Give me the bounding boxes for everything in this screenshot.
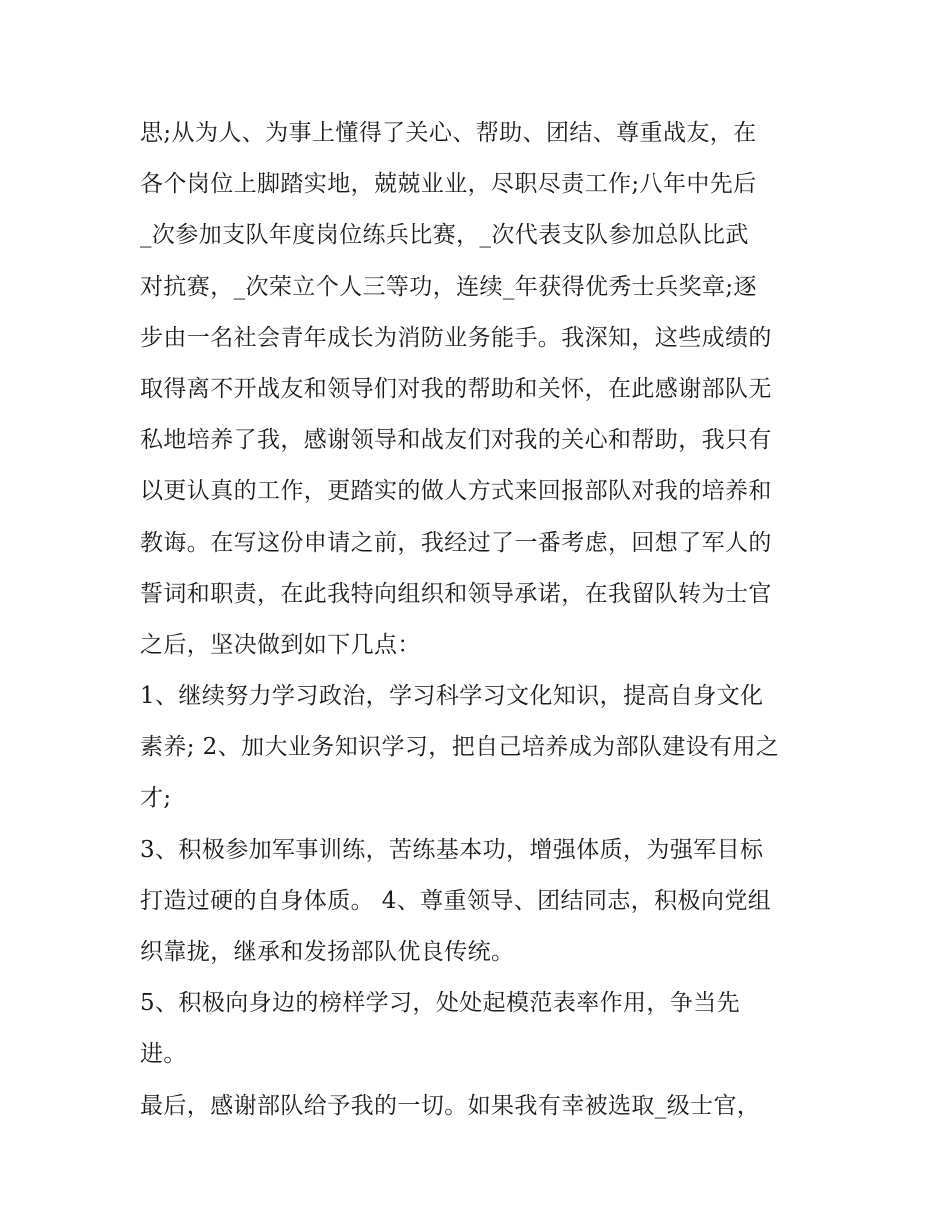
text-line: 誓词和职责，在此我特向组织和领导承诺，在我留队转为士官 [140,580,772,607]
list-item: 进。 [140,1041,187,1068]
document-body [140,108,820,1132]
text-line: 对抗赛，_次荣立个人三等功，连续_年获得优秀士兵奖章;逐 [140,273,757,300]
text-line: 最后，感谢部队给予我的一切。如果我有幸被选取_级士官， [140,1092,761,1119]
text-line: 之后，坚决做到如下几点： [140,631,421,658]
text-line: 各个岗位上脚踏实地，兢兢业业，尽职尽责工作;八年中先后 [140,171,757,198]
list-item: 才; [140,785,172,812]
list-item: 5、积极向身边的榜样学习，处处起模范表率作用，争当先 [140,990,741,1017]
text-line: 取得离不开战友和领导们对我的帮助和关怀，在此感谢部队无 [140,375,772,402]
list-item: 素养; 2、加大业务知识学习，把自己培养成为部队建设有用之 [140,734,780,761]
list-item: 1、继续努力学习政治，学习科学习文化知识，提高自身文化 [140,683,764,710]
text-line: 教诲。在写这份申请之前，我经过了一番考虑，回想了军人的 [140,529,772,556]
text-line: 步由一名社会青年成长为消防业务能手。我深知，这些成绩的 [140,324,772,351]
text-line: 以更认真的工作，更踏实的做人方式来回报部队对我的培养和 [140,478,772,505]
text-line: 私地培养了我，感谢领导和战友们对我的关心和帮助，我只有 [140,427,772,454]
list-item: 打造过硬的自身体质。 4、尊重领导、团结同志，积极向党组 [140,887,772,914]
list-item: 织靠拢，继承和发扬部队优良传统。 [140,939,515,965]
text-line: _次参加支队年度岗位练兵比赛，_次代表支队参加总队比武 [140,222,749,249]
list-item: 3、积极参加军事训练，苦练基本功，增强体质，为强军目标 [140,836,764,863]
text-line: 思;从为人、为事上懂得了关心、帮助、团结、尊重战友，在 [140,120,757,146]
